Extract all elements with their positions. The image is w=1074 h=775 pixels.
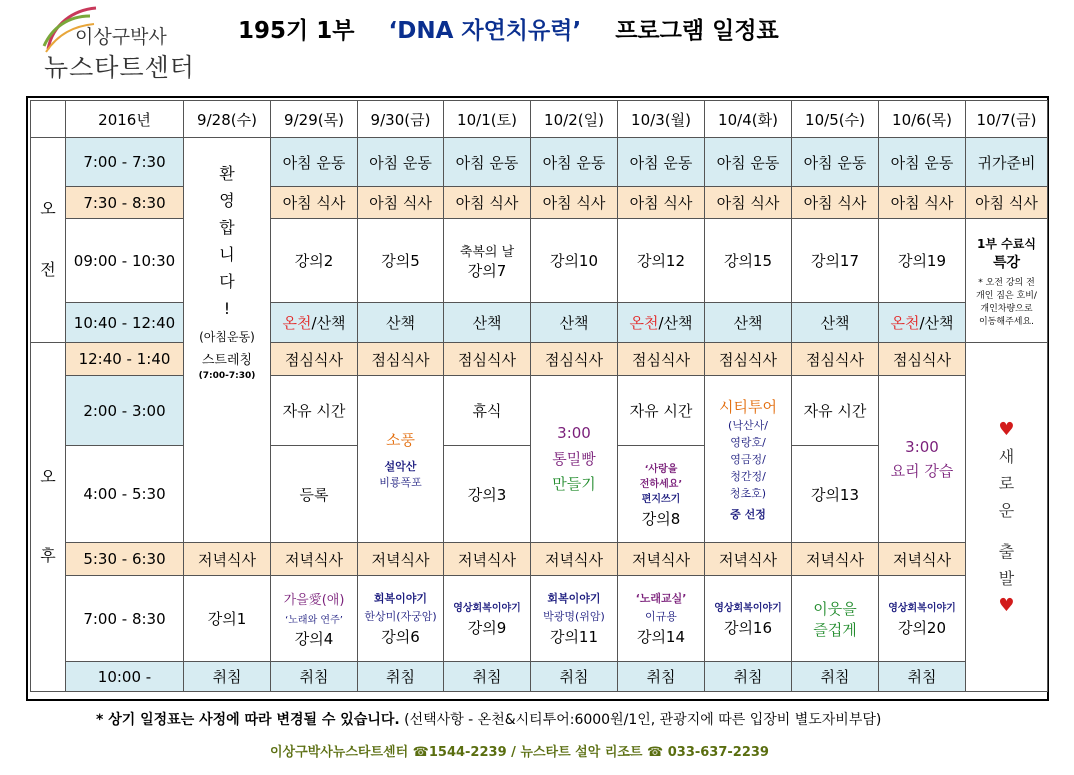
city-tour-item: (낙산사/	[728, 419, 768, 432]
time-cell: 7:00 - 8:30	[66, 576, 184, 662]
dinner-cell: 저녁식사	[358, 543, 444, 576]
lecture-cell: 강의3	[444, 446, 531, 543]
period-char: 후	[40, 546, 56, 565]
picnic-place: 설악산	[384, 459, 417, 473]
time-cell: 7:30 - 8:30	[66, 187, 184, 219]
story-title: 회복이야기	[547, 592, 601, 605]
slash: /	[311, 314, 317, 332]
graduation-sub: 특강	[992, 254, 1021, 271]
breakfast-cell: 아침 식사	[444, 187, 531, 219]
onsen-label: 온천	[282, 314, 312, 332]
breakfast-cell: 아침 식사	[358, 187, 444, 219]
onsen-label: 온천	[890, 314, 920, 332]
lecture-label: 강의14	[636, 628, 686, 646]
exercise-cell: 아침 운동	[271, 138, 358, 187]
cooking-time: 3:00	[905, 437, 939, 456]
video-story-cell	[705, 576, 792, 662]
letter-line: 편지쓰기	[641, 493, 681, 505]
graduation-note: 이동해주세요.	[978, 316, 1035, 327]
onsen-walk-cell	[879, 303, 966, 343]
lunch-cell: 점심식사	[531, 343, 618, 376]
video-story-title: 영상회복이야기	[453, 603, 521, 614]
lecture-cell: 강의13	[792, 446, 879, 543]
cooking-cell	[879, 376, 966, 543]
corner-cell	[31, 101, 66, 138]
picnic-sub: 비룡폭포	[379, 475, 422, 489]
depart-char: 출	[998, 541, 1015, 561]
period-am	[31, 138, 66, 343]
lunch-cell: 점심식사	[271, 343, 358, 376]
city-tour-title: 시티투어	[719, 398, 777, 416]
lecture-label: 강의7	[467, 261, 507, 280]
header-day: 9/30(금)	[358, 101, 444, 138]
dinner-cell: 저녁식사	[531, 543, 618, 576]
graduation-cell	[966, 219, 1048, 343]
graduation-note: 개인 짐은 호비/	[976, 290, 1037, 301]
table-row	[31, 219, 1048, 303]
time-cell: 12:40 - 1:40	[66, 343, 184, 376]
table-row	[31, 303, 1048, 343]
picnic-cell	[358, 376, 444, 543]
welcome-sub2: 스트레칭	[201, 353, 253, 368]
schedule-table	[30, 100, 1048, 692]
table-row	[31, 543, 1048, 576]
lecture-cell: 강의15	[705, 219, 792, 303]
city-tour-item: 청초호)	[729, 487, 767, 500]
logo-line2: 뉴스타트센터	[44, 53, 195, 82]
header-day: 10/7(금)	[966, 101, 1048, 138]
walk-cell: 산책	[531, 303, 618, 343]
song-sub: ‘노래와 연주’	[285, 614, 343, 626]
song-class-cell	[618, 576, 705, 662]
table-row	[31, 187, 1048, 219]
lunch-cell: 점심식사	[705, 343, 792, 376]
schedule-sheet	[26, 96, 1049, 701]
footer-contact: 이상구박사뉴스타트센터 ☎1544-2239 / 뉴스타트 설악 리조트 ☎ 033-637-2239	[270, 745, 769, 760]
onsen-label: 온천	[629, 314, 659, 332]
dinner-cell: 저녁식사	[271, 543, 358, 576]
schedule-note	[96, 709, 881, 729]
sleep-cell: 취침	[184, 662, 271, 692]
city-tour-list	[705, 417, 791, 502]
city-tour-select: 중 선정	[730, 508, 766, 521]
video-story-title: 영상회복이야기	[888, 603, 956, 614]
onsen-walk-cell	[618, 303, 705, 343]
slash: /	[919, 314, 925, 332]
header-day: 10/3(월)	[618, 101, 705, 138]
header-day: 10/1(토)	[444, 101, 531, 138]
lunch-cell: 점심식사	[879, 343, 966, 376]
exercise-cell: 아침 운동	[444, 138, 531, 187]
sleep-cell: 취침	[358, 662, 444, 692]
song-title: 가을愛(애)	[283, 592, 345, 608]
story-name: 박광명(위암)	[543, 610, 605, 623]
story-title: 회복이야기	[373, 592, 428, 605]
time-cell: 10:00 -	[66, 662, 184, 692]
lecture-cell: 강의2	[271, 219, 358, 303]
exercise-cell: 아침 운동	[792, 138, 879, 187]
bread-cell	[531, 376, 618, 543]
song-class-title: ‘노래교실’	[635, 592, 687, 605]
walk-label: 산책	[316, 314, 346, 332]
table-row	[31, 343, 1048, 376]
sleep-cell: 취침	[531, 662, 618, 692]
sleep-cell: 취침	[879, 662, 966, 692]
walk-label: 산책	[924, 314, 954, 332]
breakfast-cell: 아침 식사	[618, 187, 705, 219]
story-cell	[531, 576, 618, 662]
graduation-note: 개인차량으로	[980, 303, 1033, 314]
title-prefix: 195기 1부	[238, 18, 355, 44]
lecture-label: 강의4	[294, 629, 334, 648]
breakfast-cell: 아침 식사	[531, 187, 618, 219]
lecture-label: 강의6	[381, 628, 420, 646]
header-day: 10/4(화)	[705, 101, 792, 138]
header-year: 2016년	[66, 101, 184, 138]
lecture-label: 강의16	[723, 619, 773, 637]
free-time-cell: 자유 시간	[792, 376, 879, 446]
blessing-cell	[444, 219, 531, 303]
together-line: 즐겁게	[813, 620, 857, 639]
period-char: 오	[40, 467, 56, 487]
city-tour-cell	[705, 376, 792, 543]
free-time-cell: 자유 시간	[618, 376, 705, 446]
register-cell: 등록	[271, 446, 358, 543]
breakfast-cell: 아침 식사	[879, 187, 966, 219]
walk-cell: 산책	[705, 303, 792, 343]
lecture-label: 강의9	[467, 619, 507, 637]
letter-line: ‘사랑을	[644, 463, 678, 475]
exercise-cell: 아침 운동	[531, 138, 618, 187]
table-row	[31, 138, 1048, 187]
note-rest: (선택사항 - 온천&시티투어:6000원/1인, 관광지에 따른 입장비 별도자비부담)	[404, 712, 882, 728]
time-cell: 2:00 - 3:00	[66, 376, 184, 446]
lecture-label: 강의8	[641, 509, 681, 528]
time-cell: 10:40 - 12:40	[66, 303, 184, 343]
header-day: 9/28(수)	[184, 101, 271, 138]
new-start-cell	[966, 343, 1048, 692]
welcome-char: 합	[219, 218, 235, 237]
welcome-sub1: (아침운동)	[199, 330, 255, 344]
video-story-cell	[444, 576, 531, 662]
sleep-cell: 취침	[271, 662, 358, 692]
breakfast-cell: 아침 식사	[966, 187, 1048, 219]
lecture-cell: 강의10	[531, 219, 618, 303]
depart-char: 운	[998, 500, 1015, 520]
city-tour-item: 영랑호/	[730, 436, 766, 449]
header-day: 10/2(일)	[531, 101, 618, 138]
logo	[30, 4, 220, 84]
breakfast-cell: 아침 식사	[271, 187, 358, 219]
welcome-sub3: (7:00-7:30)	[198, 371, 256, 381]
depart-char: 로	[998, 473, 1015, 493]
lunch-cell: 점심식사	[618, 343, 705, 376]
graduation-title: 1부 수료식	[977, 236, 1036, 251]
lecture-cell: 강의12	[618, 219, 705, 303]
exercise-cell: 아침 운동	[618, 138, 705, 187]
city-tour-item: 영금정/	[730, 453, 766, 466]
depart-char: 발	[998, 568, 1015, 588]
lecture-cell: 강의17	[792, 219, 879, 303]
lunch-cell: 점심식사	[444, 343, 531, 376]
video-story-cell	[879, 576, 966, 662]
dinner-cell: 저녁식사	[444, 543, 531, 576]
header-day: 10/5(수)	[792, 101, 879, 138]
letter-cell	[618, 446, 705, 543]
lunch-cell: 점심식사	[358, 343, 444, 376]
lecture-label: 강의11	[549, 628, 599, 646]
dinner-cell: 저녁식사	[705, 543, 792, 576]
together-cell	[792, 576, 879, 662]
slash: /	[658, 314, 664, 332]
depart-char: 새	[998, 446, 1015, 466]
free-time-cell: 자유 시간	[271, 376, 358, 446]
welcome-char: !	[223, 299, 231, 318]
story-cell	[358, 576, 444, 662]
cooking-title: 요리 강습	[890, 461, 954, 480]
story-name: 한상미(자궁암)	[364, 610, 437, 623]
breakfast-cell: 아침 식사	[705, 187, 792, 219]
logo-line1: 이상구박사	[75, 26, 167, 48]
exercise-cell: 아침 운동	[358, 138, 444, 187]
rest-cell: 휴식	[444, 376, 531, 446]
sleep-cell: 취침	[792, 662, 879, 692]
song-class-name: 이규용	[645, 610, 677, 623]
table-row	[31, 662, 1048, 692]
blessing-label: 축복의 날	[459, 244, 515, 260]
page-title	[238, 12, 779, 45]
picnic-title: 소풍	[386, 430, 415, 449]
period-char: 전	[40, 260, 56, 279]
time-cell: 7:00 - 7:30	[66, 138, 184, 187]
time-cell: 09:00 - 10:30	[66, 219, 184, 303]
city-tour-item: 청간정/	[730, 470, 766, 483]
dinner-cell: 저녁식사	[184, 543, 271, 576]
lecture-label: 강의20	[897, 619, 947, 637]
bread-time: 3:00	[557, 424, 591, 442]
bread-title2: 만들기	[552, 475, 596, 493]
walk-cell: 산책	[792, 303, 879, 343]
graduation-note: * 오전 강의 전	[978, 277, 1035, 288]
walk-cell: 산책	[444, 303, 531, 343]
sleep-cell: 취침	[705, 662, 792, 692]
lecture-cell: 강의5	[358, 219, 444, 303]
bread-title: 통밀빵	[552, 450, 596, 468]
heart-icon: ♥	[998, 418, 1015, 440]
time-cell: 5:30 - 6:30	[66, 543, 184, 576]
heart-icon: ♥	[998, 594, 1015, 616]
lecture-cell: 강의1	[184, 576, 271, 662]
time-cell: 4:00 - 5:30	[66, 446, 184, 543]
welcome-char: 다	[219, 272, 235, 291]
lecture-cell: 강의19	[879, 219, 966, 303]
breakfast-cell: 아침 식사	[792, 187, 879, 219]
header-day: 10/6(목)	[879, 101, 966, 138]
welcome-char: 영	[219, 191, 235, 210]
title-program: ‘DNA 자연치유력’	[388, 18, 582, 44]
period-char: 오	[40, 199, 56, 219]
welcome-cell	[184, 138, 271, 543]
welcome-char: 환	[219, 164, 235, 183]
dinner-cell: 저녁식사	[792, 543, 879, 576]
header-row	[31, 101, 1048, 138]
title-suffix: 프로그램 일정표	[615, 18, 779, 44]
header-day: 9/29(목)	[271, 101, 358, 138]
letter-line: 전하세요’	[639, 478, 683, 490]
period-pm	[31, 343, 66, 692]
together-line: 이웃을	[813, 599, 857, 618]
sleep-cell: 취침	[618, 662, 705, 692]
onsen-walk-cell	[271, 303, 358, 343]
exercise-cell: 아침 운동	[705, 138, 792, 187]
walk-label: 산책	[663, 314, 693, 332]
table-row	[31, 376, 1048, 446]
song-cell	[271, 576, 358, 662]
lunch-cell: 점심식사	[792, 343, 879, 376]
depart-prep-cell: 귀가준비	[966, 138, 1048, 187]
welcome-char: 니	[219, 245, 235, 264]
dinner-cell: 저녁식사	[618, 543, 705, 576]
walk-cell: 산책	[358, 303, 444, 343]
exercise-cell: 아침 운동	[879, 138, 966, 187]
dinner-cell: 저녁식사	[879, 543, 966, 576]
table-row	[31, 576, 1048, 662]
note-bold: * 상기 일정표는 사정에 따라 변경될 수 있습니다.	[96, 712, 400, 728]
video-story-title: 영상회복이야기	[714, 603, 782, 614]
sleep-cell: 취침	[444, 662, 531, 692]
